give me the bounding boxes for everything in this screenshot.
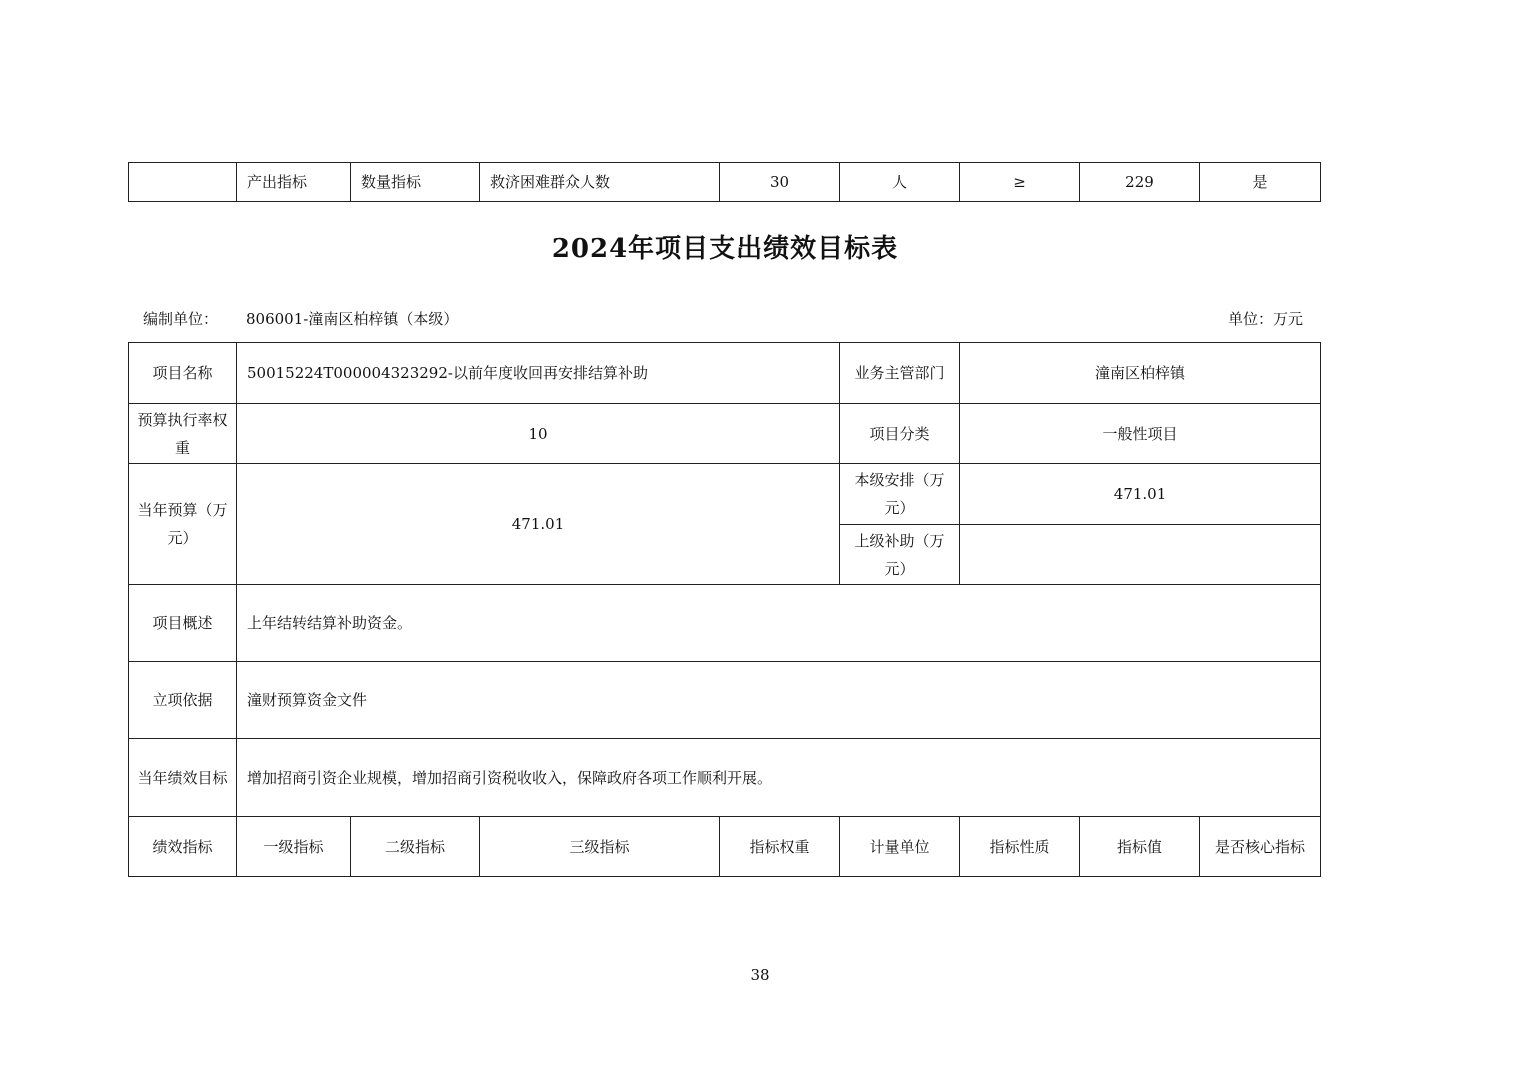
- header-value: 指标值: [1080, 817, 1200, 877]
- overview-value: 上年结转结算补助资金。: [237, 585, 1321, 662]
- header-level3: 三级指标: [480, 817, 720, 877]
- goal-label: 当年绩效目标: [129, 739, 237, 817]
- top-indicator-table: [128, 162, 1321, 202]
- page-title: 2024年项目支出绩效目标表: [551, 234, 899, 264]
- header-weight: 指标权重: [720, 817, 840, 877]
- top-row-value: 229: [1080, 163, 1200, 202]
- local-label: 本级安排（万元）: [840, 464, 960, 525]
- category-label: 项目分类: [840, 404, 960, 464]
- top-row-nature: ≥: [960, 163, 1080, 202]
- exec-rate-label: 预算执行率权重: [129, 404, 237, 464]
- top-row-level1: 产出指标: [237, 163, 351, 202]
- header-indicator: 绩效指标: [129, 817, 237, 877]
- top-row-core: 是: [1200, 163, 1321, 202]
- header-core: 是否核心指标: [1200, 817, 1321, 877]
- dept-value: 潼南区柏梓镇: [960, 343, 1321, 404]
- basis-label: 立项依据: [129, 662, 237, 739]
- header-unit: 计量单位: [840, 817, 960, 877]
- header-level1: 一级指标: [237, 817, 351, 877]
- unit-label: 单位：万元: [1228, 310, 1304, 328]
- page-number: 38: [750, 966, 770, 984]
- top-row-level2: 数量指标: [351, 163, 480, 202]
- top-row-blank-cell: [129, 163, 237, 202]
- dept-label: 业务主管部门: [840, 343, 960, 404]
- header-nature: 指标性质: [960, 817, 1080, 877]
- top-row-weight: 30: [720, 163, 840, 202]
- top-row-level3: 救济困难群众人数: [480, 163, 720, 202]
- org-label: 编制单位：: [143, 310, 219, 328]
- exec-rate-value: 10: [237, 404, 840, 464]
- top-row-unit: 人: [840, 163, 960, 202]
- project-name-value: 50015224T000004323292-以前年度收回再安排结算补助: [237, 343, 840, 404]
- goal-value: 增加招商引资企业规模，增加招商引资税收收入，保障政府各项工作顺利开展。: [237, 739, 1321, 817]
- header-level2: 二级指标: [351, 817, 480, 877]
- upper-value: [960, 525, 1321, 585]
- category-value: 一般性项目: [960, 404, 1321, 464]
- local-value: 471.01: [960, 464, 1321, 525]
- upper-label: 上级补助（万元）: [840, 525, 960, 585]
- performance-target-table: [128, 342, 1321, 877]
- budget-value: 471.01: [237, 464, 840, 585]
- basis-value: 潼财预算资金文件: [237, 662, 1321, 739]
- org-value: 806001-潼南区柏梓镇（本级）: [246, 310, 459, 328]
- overview-label: 项目概述: [129, 585, 237, 662]
- budget-label: 当年预算（万元）: [129, 464, 237, 585]
- project-name-label: 项目名称: [129, 343, 237, 404]
